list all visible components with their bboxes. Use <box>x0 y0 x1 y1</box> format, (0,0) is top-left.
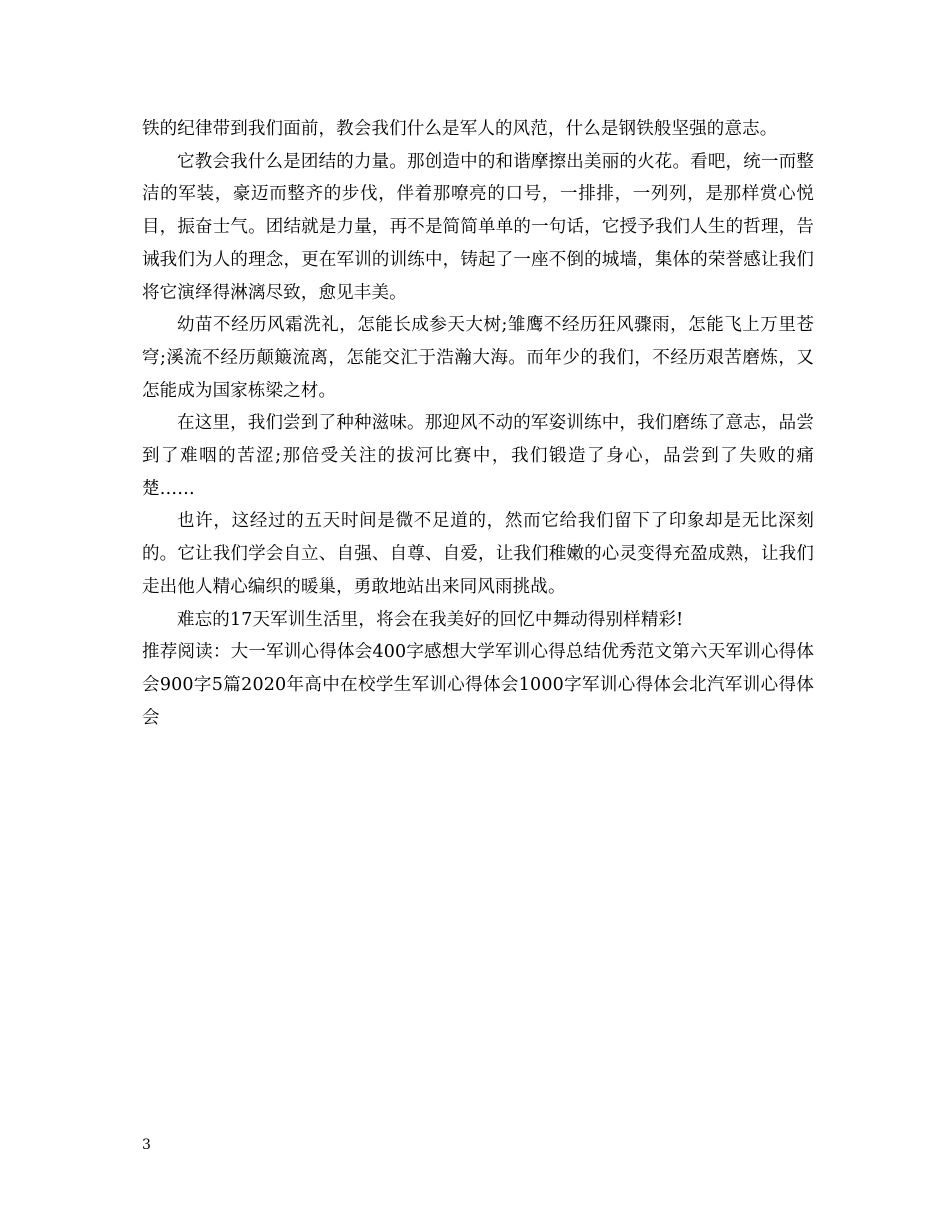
document-body <box>142 113 814 734</box>
paragraph-2: 它教会我什么是团结的力量。那创造中的和谐摩擦出美丽的火花。看吧，统一而整洁的军装，豪迈而整齐的步伐，伴着那嘹亮的口号，一排排，一列列，是那样赏心悦目，振奋士气。团结就是力量，再不是简简单单的一句话，它授予我们人生的哲理，告诫我们为人的理念，更在军训的训练中，铸起了一座不倒的城墙，集体的荣誉感让我们将它演绎得淋漓尽致，愈见丰美。 <box>142 151 814 303</box>
page-number: 3 <box>142 1137 151 1153</box>
recommended-reading: 推荐阅读：大一军训心得体会400字感想大学军训心得总结优秀范文第六天军训心得体会900字5篇2020年高中在校学生军训心得体会1000字军训心得体会北汽军训心得体会 <box>142 642 814 728</box>
paragraph-1: 铁的纪律带到我们面前，教会我们什么是军人的风范，什么是钢铁般坚强的意志。 <box>142 119 778 139</box>
paragraph-3: 幼苗不经历风霜洗礼，怎能长成参天大树;雏鹰不经历狂风骤雨，怎能飞上万里苍穹;溪流不经历颠簸流离，怎能交汇于浩瀚大海。而年少的我们，不经历艰苦磨炼，又怎能成为国家栋梁之材。 <box>142 315 814 401</box>
paragraph-6: 难忘的17天军训生活里，将会在我美好的回忆中舞动得别样精彩! <box>177 609 684 630</box>
paragraph-5: 也许，这经过的五天时间是微不足道的，然而它给我们留下了印象却是无比深刻的。它让我们学会自立、自强、自尊、自爱，让我们稚嫩的心灵变得充盈成熟，让我们走出他人精心编织的暖巢，勇敢地站出来同风雨挑战。 <box>142 511 814 597</box>
paragraph-4: 在这里，我们尝到了种种滋味。那迎风不动的军姿训练中，我们磨练了意志，品尝到了难咽的苦涩;那倍受关注的拔河比赛中，我们锻造了身心，品尝到了失败的痛楚…… <box>142 413 814 499</box>
